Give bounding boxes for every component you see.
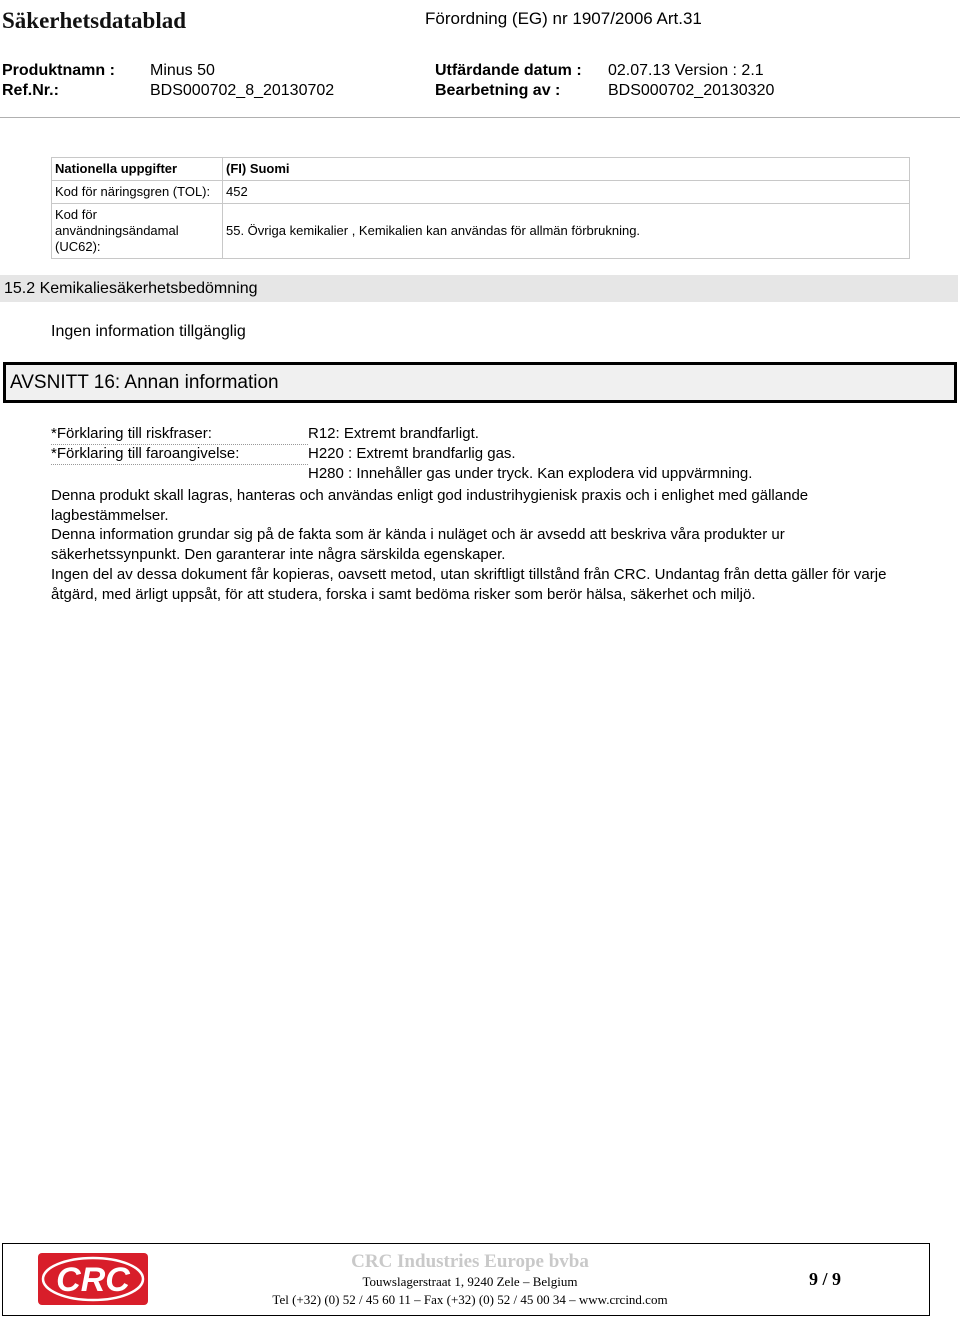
issue-date-label: Utfärdande datum : [435,62,582,79]
crc-logo [38,1253,148,1305]
disclaimer-paragraph: Denna information grundar sig på de fakta som är kända i nuläget och är avsedd att beskriva våra produkter ur säkerhetssynpunkt. Den garanterar inte några särskilda egenskaper. [51,526,785,563]
revision-value: BDS000702_20130320 [608,82,775,99]
page-number: 9 / 9 [808,1269,841,1289]
footer-company: CRC Industries Europe bvba [351,1251,589,1272]
table-row [52,204,910,259]
table-row [52,181,910,204]
dotted-separator [51,464,308,465]
ref-number-value: BDS000702_8_20130702 [150,82,335,99]
national-key: Kod för användningsändamal (UC62): [52,204,223,259]
footer-address: Touwslagerstraat 1, 9240 Zele – Belgium [362,1274,578,1289]
header-divider [0,117,960,118]
hazard-statements-label: *Förklaring till faroangivelse: [51,445,240,462]
regulation-reference: Förordning (EG) nr 1907/2006 Art.31 [425,9,702,28]
no-info-text: Ingen information tillgänglig [51,323,246,340]
subsection-title: 15.2 Kemikaliesäkerhetsbedömning [4,280,258,297]
hazard-statement: H220 : Extremt brandfarlig gas. [308,445,516,462]
logo-text: CRC [56,1261,130,1299]
risk-phrase-value: R12: Extremt brandfarligt. [308,425,479,442]
footer-contact: Tel (+32) (0) 52 / 45 60 11 – Fax (+32) (0) 52 / 45 00 34 – www.crcind.com [272,1292,668,1307]
disclaimer-paragraph: Denna produkt skall lagras, hanteras och användas enligt god industrihygienisk praxis och i enlighet med gällande lagbestämmelser. [51,487,809,524]
disclaimer-paragraph: Ingen del av dessa dokument får kopieras, oavsett metod, utan skriftligt tillstånd från CRC. Undantag från detta gäller för varje åtgärd, med ärligt uppsåt, för att studera, forska i samt bedöma risker som berör hälsa, säkerhet och miljö. [51,566,887,603]
national-value: 452 [223,181,910,204]
national-value: 55. Övriga kemikalier , Kemikalien kan användas för allmän förbrukning. [223,204,910,259]
hazard-statement: H280 : Innehåller gas under tryck. Kan explodera vid uppvärmning. [308,465,753,482]
product-name-value: Minus 50 [150,62,215,79]
table-row [52,158,910,181]
revision-label: Bearbetning av : [435,82,561,99]
national-value: (FI) Suomi [223,158,910,181]
document-title: Säkerhetsdatablad [2,8,187,33]
risk-phrases-label: *Förklaring till riskfraser: [51,425,212,442]
ref-number-label: Ref.Nr.: [2,82,59,99]
national-key: Nationella uppgifter [52,158,223,181]
national-info-table [51,157,910,259]
issue-date-value: 02.07.13 Version : 2.1 [608,62,764,79]
product-name-label: Produktnamn : [2,62,115,79]
section-title: AVSNITT 16: Annan information [10,372,279,393]
national-key: Kod för näringsgren (TOL): [52,181,223,204]
